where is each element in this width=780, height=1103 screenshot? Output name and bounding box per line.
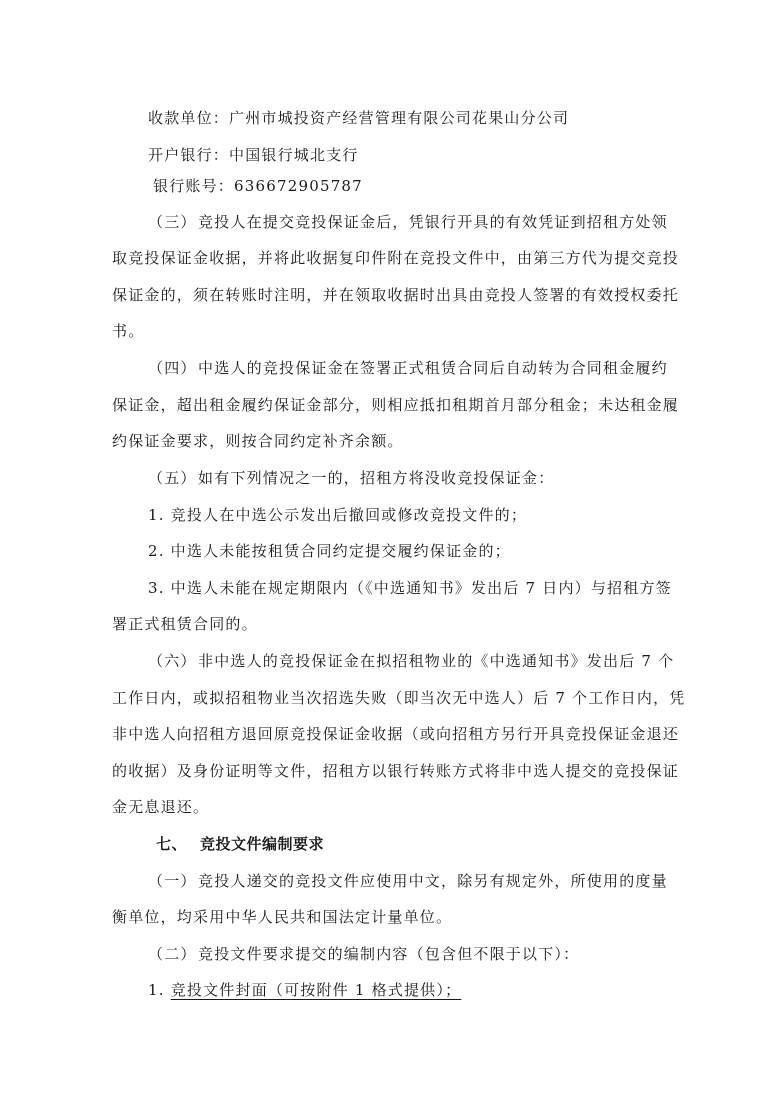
item-number: 1. <box>148 981 165 999</box>
paragraph-number: （一） <box>148 872 197 890</box>
paragraph-text: 竞投文件要求提交的编制内容（包含但不限于以下）： <box>198 945 580 963</box>
paragraph-text: 竞投人递交的竞投文件应使用中文，除另有规定外，所使用的度量 <box>198 872 668 890</box>
paragraph-6-line-2: 工作日内，或拟招租物业当次招选失败（即当次无中选人）后 7 个工作日内，凭 <box>112 689 686 707</box>
section-number: 七、 <box>156 835 188 853</box>
bank-line: 开户银行：中国银行城北支行 <box>148 146 359 164</box>
paragraph-5-line-1 <box>148 468 672 488</box>
paragraph-3-line-1 <box>148 212 672 232</box>
section-7-paragraph-1-line-2: 衡单位，均采用中华人民共和国法定计量单位。 <box>112 908 453 926</box>
section-7-heading <box>156 834 716 854</box>
paragraph-4-line-3: 约保证金要求，则按合同约定补齐余额。 <box>112 432 404 450</box>
account-line: 银行账号：636672905787 <box>153 177 363 195</box>
payee-line: 收款单位：广州市城投资产经营管理有限公司花果山分公司 <box>148 109 570 127</box>
list-item-1: 1. 竞投人在中选公示发出后撤回或修改竞投文件的； <box>148 506 528 524</box>
paragraph-text: 竞投人在提交竞投保证金后，凭银行开具的有效凭证到招租方处领 <box>198 213 668 231</box>
paragraph-text: 非中选人的竞投保证金在拟招租物业的《中选通知书》发出后 7 个 <box>198 652 675 670</box>
paragraph-number: （三） <box>148 213 197 231</box>
section-7-paragraph-2 <box>148 944 672 964</box>
paragraph-6-line-1 <box>148 651 675 671</box>
paragraph-4-line-1 <box>148 358 672 378</box>
paragraph-3-line-4: 书。 <box>112 322 145 340</box>
paragraph-text: 如有下列情况之一的，招租方将没收竞投保证金： <box>198 469 555 487</box>
paragraph-number: （五） <box>148 469 197 487</box>
paragraph-3-line-3: 保证金的，须在转账时注明，并在领取收据时出具由竞投人签署的有效授权委托 <box>112 286 680 304</box>
section-title: 竞投文件编制要求 <box>200 835 325 853</box>
paragraph-6-line-4: 的收据）及身份证明等文件，招租方以银行转账方式将非中选人提交的竞投保证 <box>112 762 680 780</box>
list-item-3: 3. 中选人未能在规定期限内（《中选通知书》发出后 7 日内）与招租方签 <box>148 579 672 597</box>
section-7-paragraph-1-line-1 <box>148 871 672 891</box>
list-item-2: 2. 中选人未能按租赁合同约定提交履约保证金的； <box>148 542 511 560</box>
list-item-3-cont: 署正式租赁合同的。 <box>112 615 258 633</box>
paragraph-6-line-5: 金无息退还。 <box>112 798 210 816</box>
paragraph-4-line-2: 保证金，超出租金履约保证金部分，则相应抵扣租期首月部分租金；未达租金履 <box>112 396 680 414</box>
paragraph-number: （二） <box>148 945 197 963</box>
paragraph-text: 中选人的竞投保证金在签署正式租赁合同后自动转为合同租金履约 <box>198 359 668 377</box>
item-text: 竞投文件封面（可按附件 1 格式提供）； <box>170 981 462 999</box>
paragraph-number: （四） <box>148 359 197 377</box>
section-7-item-1 <box>148 980 672 1000</box>
paragraph-3-line-2: 取竞投保证金收据，并将此收据复印件附在竞投文件中，由第三方代为提交竞投 <box>112 249 680 267</box>
paragraph-6-line-3: 非中选人向招租方退回原竞投保证金收据（或向招租方另行开具竞投保证金退还 <box>112 725 680 743</box>
paragraph-number: （六） <box>148 652 197 670</box>
